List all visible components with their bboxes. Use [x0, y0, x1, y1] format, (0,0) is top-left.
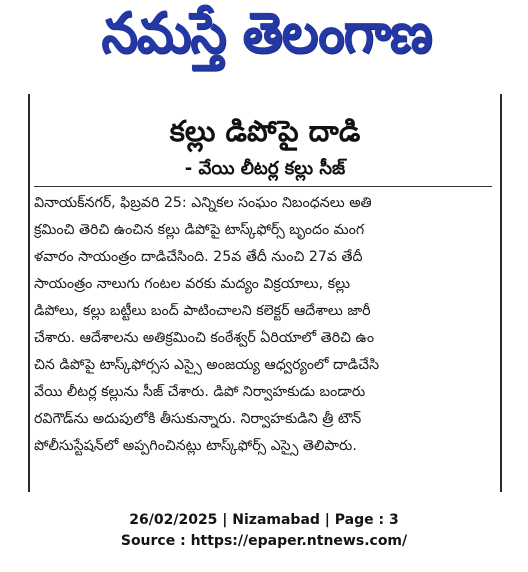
clipping-source: Source : https://epaper.ntnews.com/: [120, 533, 408, 549]
article-body-line: వినాయక్‌నగర్, ఫిబ్రవరి 25: ఎన్నికల సంఘం నిబంధనలు అతి: [34, 195, 372, 211]
article-body: [34, 190, 496, 460]
article-body-line: డిపోలు, కల్లు బట్టీలు బంద్ పాటించాలని కలెక్టర్ ఆదేశాలు జారీ: [34, 303, 371, 319]
headline-divider: [34, 186, 492, 187]
article-body-line: ళవారం సాయంత్రం దాడిచేసింది. 25వ తేదీ నుంచి 27వ తేదీ: [34, 249, 363, 265]
article-body-line: వేయి లీటర్ల కల్లును సీజ్ చేశారు. డిపో నిర్వాహకుడు బండారు: [34, 384, 366, 400]
article-headline: కల్లు డిపోపై దాడి: [169, 114, 361, 148]
article-body-line: చిన డిపోపై టాస్క్‌ఫోర్సస ఎస్సై అంజయ్య ఆధ్వర్యంలో దాడిచేసి: [34, 357, 380, 373]
article-body-line: చేశారు. ఆదేశాలను అతిక్రమించి కంఠేశ్వర్ ఏరియాలో తెరిచి ఉం: [34, 330, 375, 346]
article-body-line: రవిగౌడ్‌ను అదుపులోకి తీసుకున్నారు. నిర్వాహకుడిని త్రీ టౌన్: [34, 411, 362, 427]
clipping-dateline: 26/02/2025 | Nizamabad | Page : 3: [129, 512, 399, 528]
masthead-logo-text: నమస్తే తెలంగాణ: [100, 0, 432, 66]
article-clipping: [28, 94, 502, 492]
cropped-text-fragment-bottom: [36, 484, 496, 492]
newspaper-masthead: [56, 0, 476, 80]
cropped-text-fragment-top: [140, 94, 400, 102]
article-body-line: క్రమించి తెరిచి ఉంచిన కల్లు డిపోపై టాస్క్‌ఫోర్స్ బృందం మంగ: [34, 222, 365, 238]
article-body-line: సాయంత్రం నాలుగు గంటల వరకు మద్యం విక్రయాలు, కల్లు: [34, 276, 350, 292]
article-subheadline: - వేయి లీటర్ల కల్లు సీజ్: [184, 158, 346, 179]
article-body-line: పోలీసుస్టేషన్‌లో అప్పగించినట్లు టాస్క్‌ఫోర్స్ ఎస్సై తెలిపారు.: [34, 438, 357, 454]
